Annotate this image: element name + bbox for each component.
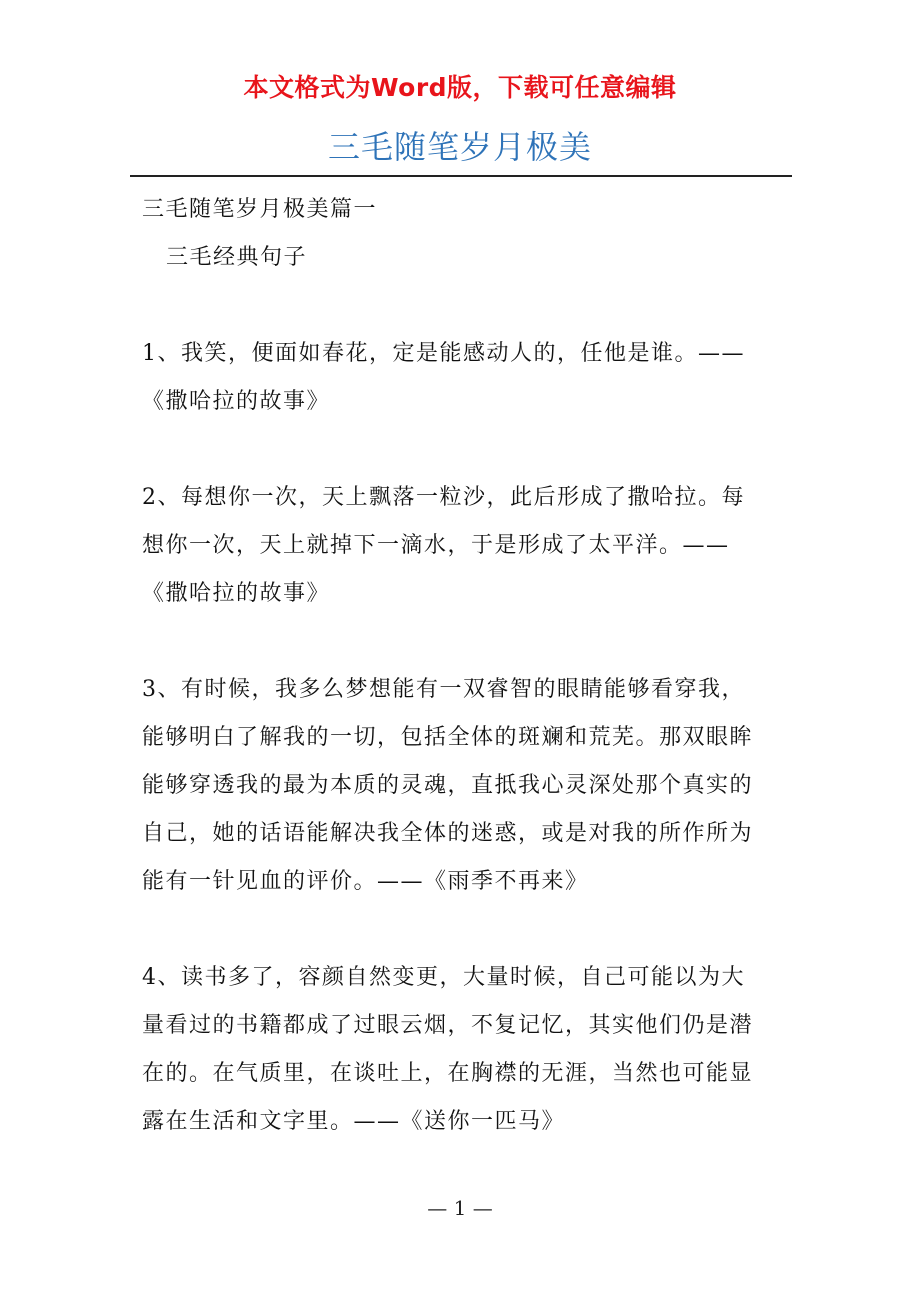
quote-line: 2、每想你一次，天上飘落一粒沙，此后形成了撒哈拉。每 <box>142 485 745 510</box>
quote-line: 在的。在气质里，在谈吐上，在胸襟的无涯，当然也可能显 <box>142 1061 754 1086</box>
quote-line: 量看过的书籍都成了过眼云烟，不复记忆，其实他们仍是潜 <box>142 1013 754 1038</box>
section-heading: 三毛随笔岁月极美篇一 <box>142 197 378 222</box>
quote-line: 《撒哈拉的故事》 <box>142 389 331 414</box>
quote-line: 自己，她的话语能解决我全体的迷惑，或是对我的所作所为 <box>142 821 754 846</box>
quote-line: 能有一针见血的评价。——《雨季不再来》 <box>142 869 589 894</box>
quote-line: 4、读书多了，容颜自然变更，大量时候，自己可能以为大 <box>142 965 745 990</box>
quote-line: 3、有时候，我多么梦想能有一双睿智的眼睛能够看穿我， <box>142 677 745 702</box>
quote-line: 能够明白了解我的一切，包括全体的斑斓和荒芜。那双眼眸 <box>142 725 754 750</box>
quote-paragraph <box>142 330 782 426</box>
document-title: 三毛随笔岁月极美 <box>327 128 592 166</box>
quote-line: 想你一次，天上就掉下一滴水，于是形成了太平洋。—— <box>142 533 730 558</box>
title-divider <box>130 175 792 177</box>
page-number: — 1 — <box>427 1196 493 1220</box>
quote-line: 能够穿透我的最为本质的灵魂，直抵我心灵深处那个真实的 <box>142 773 754 798</box>
format-banner: 本文格式为Word版，下载可任意编辑 <box>243 73 677 102</box>
quote-line: 露在生活和文字里。——《送你一匹马》 <box>142 1109 566 1134</box>
quote-paragraph <box>142 474 782 618</box>
sub-heading: 三毛经典句子 <box>166 245 308 270</box>
document-body <box>142 186 782 1146</box>
quote-line: 《撒哈拉的故事》 <box>142 581 331 606</box>
quote-line: 1、我笑，便面如春花，定是能感动人的，任他是谁。—— <box>142 341 745 366</box>
quote-paragraph <box>142 954 782 1146</box>
quote-paragraph <box>142 666 782 906</box>
